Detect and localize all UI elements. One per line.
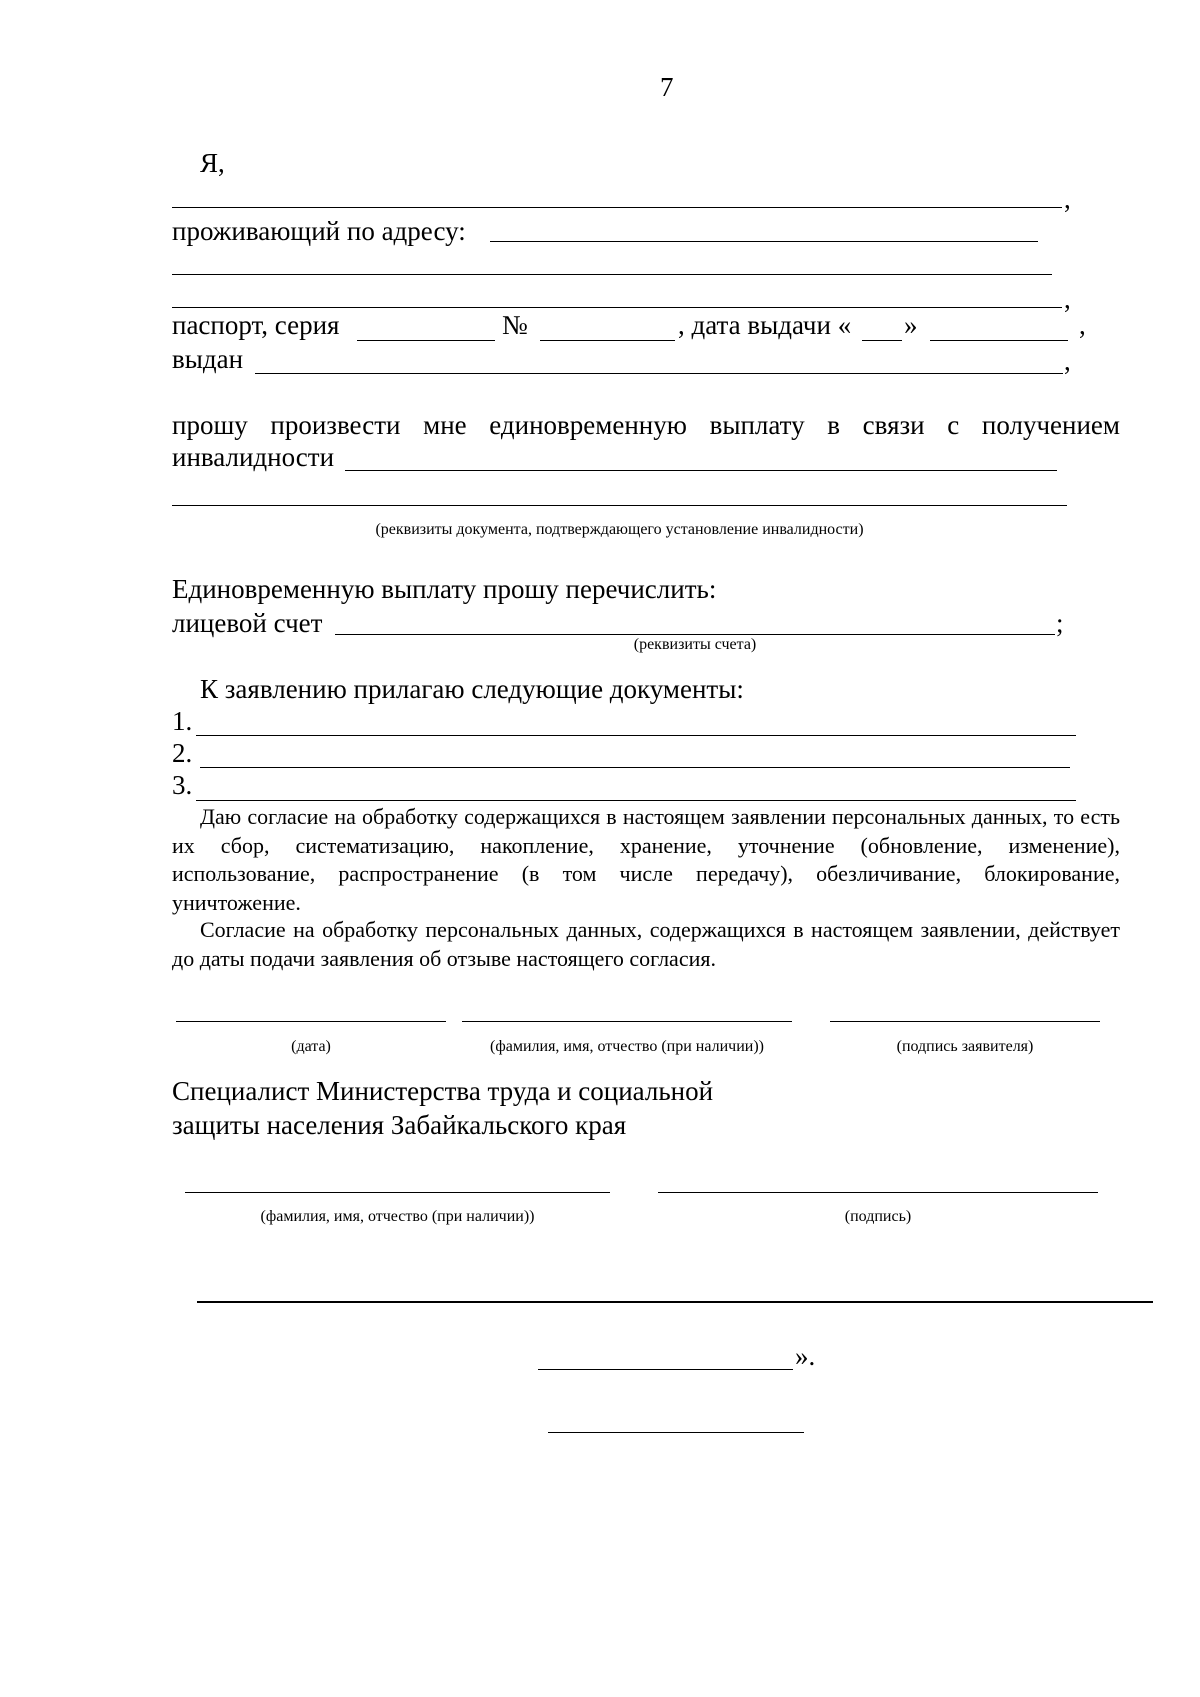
disability-document-line-2[interactable] <box>172 505 1067 506</box>
semicolon: ; <box>1056 608 1064 638</box>
attachments-heading: К заявлению прилагаю следующие документы: <box>200 674 744 704</box>
consent-paragraph: Даю согласие на обработку содержащихся в настоящем заявлении персональных данных, то есть их сбор, систематизацию, накопление, хранение, уточнение (обновление, изменение), использование, распространение (в том числе передачу), обезличивание, блокирование, уничтожение. <box>172 804 1120 915</box>
account-label: лицевой счет <box>172 608 323 638</box>
account-field[interactable] <box>335 634 1055 635</box>
passport-day-field[interactable] <box>862 340 902 341</box>
attachment-line-1[interactable] <box>196 735 1076 736</box>
applicant-fullname-field[interactable] <box>462 1021 792 1022</box>
date-field[interactable] <box>176 1021 446 1022</box>
passport-date-label: , дата выдачи « <box>678 310 852 340</box>
date-hint: (дата) <box>291 1038 331 1055</box>
issued-by-label: выдан <box>172 344 244 374</box>
quote-close: » <box>904 310 918 340</box>
attachment-number: 2. <box>172 738 193 768</box>
closing-line <box>538 1369 793 1370</box>
specialist-fullname-field[interactable] <box>185 1192 610 1193</box>
comma: , <box>1064 346 1071 376</box>
payment-heading: Единовременную выплату прошу перечислить: <box>172 574 717 604</box>
disability-label: инвалидности <box>172 442 335 472</box>
applicant-signature-field[interactable] <box>830 1021 1100 1022</box>
attachment-number: 3. <box>172 770 193 800</box>
comma: , <box>1064 284 1071 314</box>
applicant-name-line[interactable] <box>172 207 1062 208</box>
signature-hint: (подпись заявителя) <box>896 1038 1034 1055</box>
attachment-line-2[interactable] <box>200 767 1070 768</box>
address-line-1[interactable] <box>490 241 1038 242</box>
issued-by-field[interactable] <box>255 373 1063 374</box>
comma: , <box>1064 184 1071 214</box>
request-text: прошу произвести мне единовременную выплату в связи с получением <box>172 410 1120 440</box>
specialist-signature-field[interactable] <box>658 1192 1098 1193</box>
address-line-2[interactable] <box>172 274 1052 275</box>
specialist-fullname-hint: (фамилия, имя, отчество (при наличии)) <box>260 1208 535 1225</box>
attachment-line-3[interactable] <box>196 800 1076 801</box>
consent-validity-paragraph: Согласие на обработку персональных данных, содержащихся в настоящем заявлении, действует до даты подачи заявления об отзыве настоящего согласия. <box>172 917 1120 971</box>
fullname-hint: (фамилия, имя, отчество (при наличии)) <box>490 1038 764 1055</box>
page-number: 7 <box>660 72 674 102</box>
passport-number-field[interactable] <box>540 340 675 341</box>
closing-quote: ». <box>795 1341 816 1371</box>
passport-number-sign: № <box>502 310 528 340</box>
separator-line <box>197 1301 1153 1303</box>
passport-month-year-field[interactable] <box>930 340 1068 341</box>
account-hint: (реквизиты счета) <box>633 636 757 653</box>
address-label: проживающий по адресу: <box>172 216 466 246</box>
specialist-title-line-2: защиты населения Забайкальского края <box>172 1110 627 1140</box>
specialist-title: Специалист Министерства труда и социальной <box>172 1076 714 1106</box>
attachment-number: 1. <box>172 706 193 736</box>
disability-document-line-1[interactable] <box>345 470 1057 471</box>
specialist-signature-hint: (подпись) <box>844 1208 912 1225</box>
passport-series-field[interactable] <box>357 340 495 341</box>
disability-document-hint: (реквизиты документа, подтверждающего установление инвалидности) <box>375 521 864 538</box>
comma: , <box>1079 310 1086 340</box>
passport-series-label: паспорт, серия <box>172 310 340 340</box>
greeting-text: Я, <box>200 148 225 178</box>
address-line-3[interactable] <box>172 307 1062 308</box>
end-line <box>548 1432 804 1433</box>
